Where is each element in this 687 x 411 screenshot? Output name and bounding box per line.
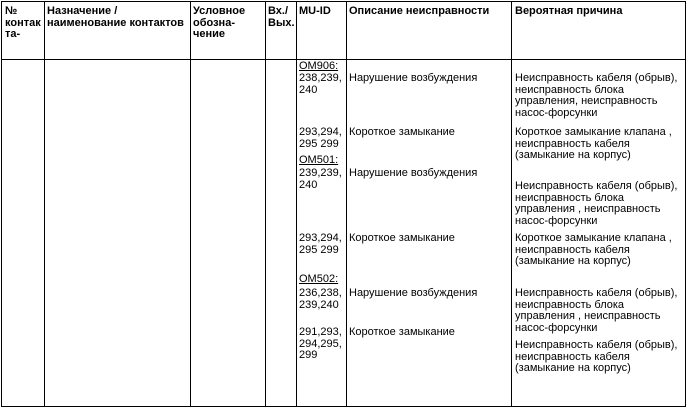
header-designation-line: Условное (193, 5, 246, 17)
header-divider (1, 59, 686, 60)
fault-description: Короткое замыкание (349, 326, 455, 338)
mu-id-line: 293,294, (299, 126, 342, 138)
mu-id-line: 294,295, (299, 337, 342, 350)
cause-line: Неисправность кабеля (обрыв), (515, 180, 678, 192)
mu-id-line: 295 299 (299, 137, 339, 150)
table-border-left (1, 1, 2, 407)
header-fault: Описание неисправности (349, 5, 490, 17)
fault-description: Нарушение возбуждения (349, 287, 478, 299)
cause-line: насос-форсунки (515, 322, 598, 335)
mu-id-line: 240 (299, 178, 318, 191)
fault-description: Короткое замыкание (349, 126, 455, 138)
cause-line: Неисправность кабеля (обрыв), (515, 287, 678, 299)
mu-id-line: 238,239, (299, 72, 342, 84)
table-border-bottom (1, 406, 686, 407)
probable-cause (515, 181, 677, 228)
cause-line: неисправность блока (515, 191, 625, 204)
table-border-top (1, 1, 686, 2)
mu-id-line: 236,238, (299, 287, 342, 299)
cause-line: неисправность кабеля (515, 350, 630, 363)
cause-line: (замыкание на корпус) (515, 255, 631, 268)
column-divider (511, 1, 512, 407)
cause-line: Неисправность кабеля (обрыв), (515, 72, 678, 84)
cause-line: неисправность кабеля (515, 137, 630, 150)
fault-description: Нарушение возбуждения (349, 167, 478, 179)
mu-id-values (299, 233, 342, 256)
probable-cause (515, 127, 672, 162)
column-divider (190, 1, 191, 407)
mu-id-values (299, 327, 342, 362)
header-designation-line: чение (193, 28, 226, 41)
engine-group-label: OM501: (299, 154, 339, 166)
header-inout-line: Вх./ (268, 5, 289, 17)
header-cause: Вероятная причина (515, 5, 623, 17)
probable-cause (515, 73, 677, 120)
cause-line: Короткое замыкание клапана , (515, 126, 672, 138)
mu-id-values (299, 288, 342, 311)
column-divider (296, 1, 297, 407)
cause-line: Короткое замыкание клапана , (515, 232, 672, 244)
header-purpose-line: наименование контактов (47, 16, 184, 29)
header-inout (268, 6, 295, 29)
mu-id-line: 299 (299, 349, 318, 362)
cause-line: насос-форсунки (515, 215, 598, 228)
header-designation (193, 6, 245, 41)
mu-id-line: 295 299 (299, 243, 339, 256)
engine-group-label: OM502: (299, 273, 339, 285)
header-purpose-line: Назначение / (47, 5, 118, 17)
engine-group-label: OM906: (299, 60, 339, 72)
cause-line: управления , неисправность (515, 310, 661, 323)
mu-id-line: 293,294, (299, 232, 342, 244)
probable-cause (515, 340, 677, 375)
column-divider (44, 1, 45, 407)
header-designation-line: обозна- (193, 16, 235, 29)
header-mu-id: MU-ID (299, 5, 331, 17)
cause-line: управления , неисправность (515, 203, 661, 216)
table-border-right (685, 1, 686, 407)
mu-id-line: 291,293, (299, 326, 342, 338)
mu-id-line: 239,240 (299, 298, 339, 311)
mu-id-values (299, 168, 342, 191)
mu-id-line: 240 (299, 83, 318, 96)
fault-description: Нарушение возбуждения (349, 72, 478, 84)
column-divider (265, 1, 266, 407)
header-num (5, 6, 41, 41)
column-divider (346, 1, 347, 407)
header-num-line: та- (5, 28, 21, 41)
mu-id-line: 239,239, (299, 167, 342, 179)
cause-line: Неисправность кабеля (обрыв), (515, 339, 678, 351)
mu-id-values (299, 127, 342, 150)
cause-line: неисправность кабеля (515, 243, 630, 256)
header-inout-line: Вых. (268, 16, 295, 29)
cause-line: насос-форсунки (515, 107, 598, 120)
header-num-line: № (5, 5, 18, 17)
cause-line: (замыкание на корпус) (515, 149, 631, 162)
cause-line: управления, неисправность (515, 95, 658, 108)
cause-line: неисправность блока (515, 298, 625, 311)
mu-id-values (299, 73, 342, 96)
fault-description: Короткое замыкание (349, 232, 455, 244)
cause-line: (замыкание на корпус) (515, 362, 631, 375)
header-purpose (47, 6, 184, 29)
probable-cause (515, 233, 672, 268)
header-num-line: контак (5, 16, 41, 29)
probable-cause (515, 288, 677, 335)
cause-line: неисправность блока (515, 83, 625, 96)
